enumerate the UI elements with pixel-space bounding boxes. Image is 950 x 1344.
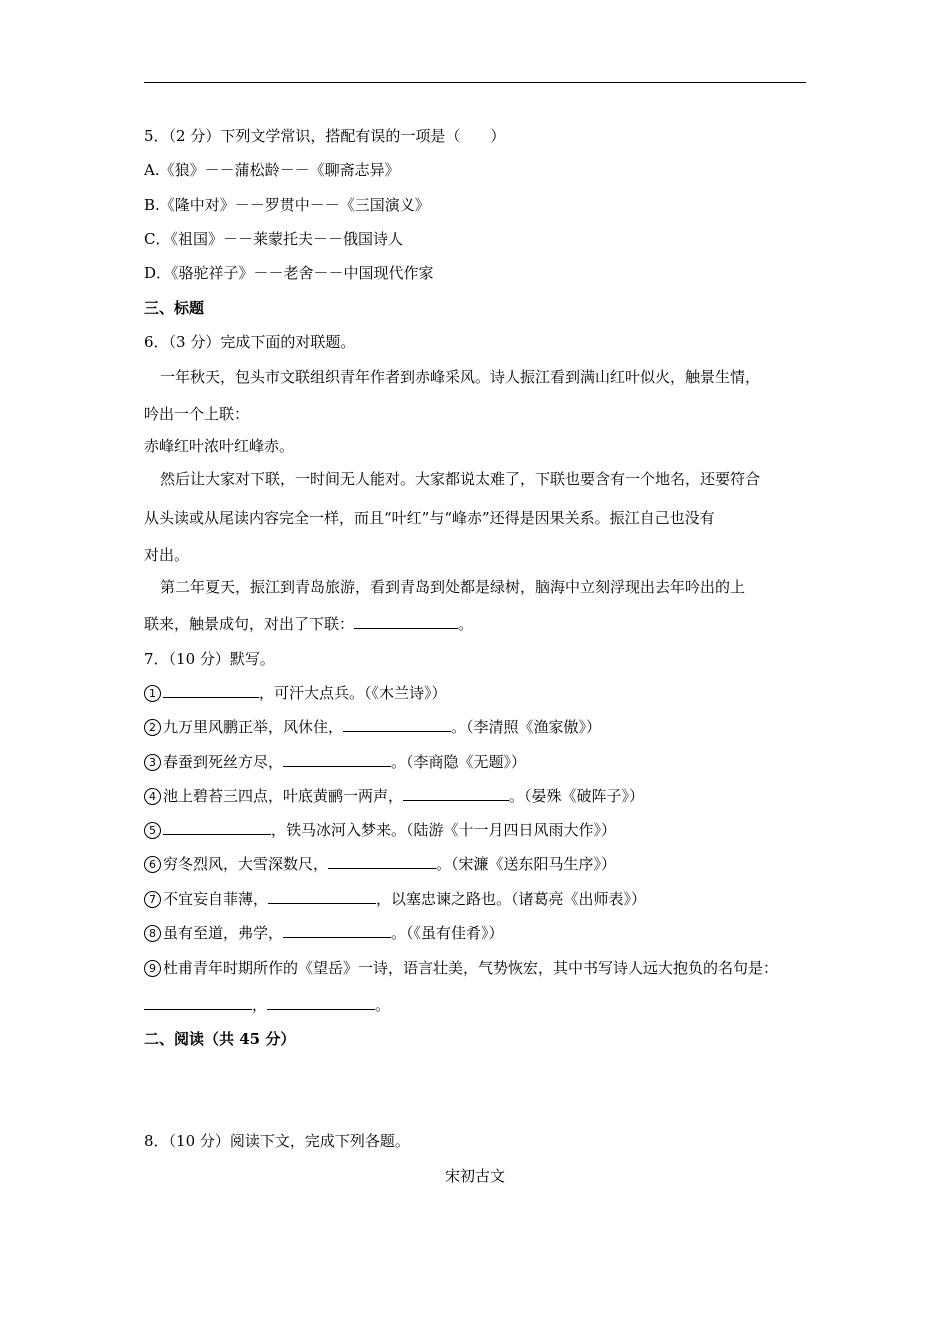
q7-blank-2[interactable] — [343, 717, 451, 732]
q5-option-a: A.《狼》－－蒲松龄－－《聊斋志异》 — [144, 161, 400, 179]
q7-item-9-answers: ， 。 — [144, 995, 390, 1015]
q5-option-c: C．《祖国》－－莱蒙托夫－－俄国诗人 — [144, 230, 403, 248]
q7-blank-1[interactable] — [163, 683, 259, 698]
q6-para2-line3: 对出。 — [144, 546, 190, 564]
q7-item-8: 8 虽有至道，弗学， 。（《虽有佳肴》） — [144, 923, 504, 943]
q7-blank-7[interactable] — [268, 889, 376, 904]
q7-blank-9a[interactable] — [144, 995, 252, 1010]
section3-title: 三、标题 — [144, 299, 205, 317]
q7-stem: 7．（10 分）默写。 — [144, 650, 275, 668]
q6-para3-line2 — [144, 614, 473, 634]
q6-para2-line2: 从头读或从尾读内容完全一样，而且“叶红”与“峰赤”还得是因果关系。振江自己也没有 — [144, 509, 715, 527]
q8-stem: 8．（10 分）阅读下文，完成下列各题。 — [144, 1132, 410, 1150]
q7-blank-9b[interactable] — [267, 995, 375, 1010]
q7-item-2: 2 九万里风鹏正举，风休住， 。（李清照《渔家傲》） — [144, 717, 601, 737]
q7-item-5: 5 ，铁马冰河入梦来。（陆游《十一月四日风雨大作》） — [144, 820, 616, 840]
section2-title: 二、阅读（共 45 分） — [144, 1030, 296, 1048]
q7-blank-6[interactable] — [328, 854, 436, 869]
item-number-5: 5 — [144, 822, 161, 839]
q7-item-1: 1 ，可汗大点兵。（《木兰诗》） — [144, 683, 447, 703]
item-number-3: 3 — [144, 754, 161, 771]
q7-blank-8[interactable] — [283, 923, 391, 938]
q7-item-3: 3 春蚕到死丝方尽， 。（李商隐《无题》） — [144, 752, 526, 772]
q7-blank-5[interactable] — [163, 820, 271, 835]
q6-answer-end: 。 — [458, 615, 474, 633]
q6-answer-prompt: 联来，触景成句，对出了下联： — [144, 615, 355, 633]
q7-item-9 — [144, 958, 778, 978]
q7-item-7: 7 不宜妄自菲薄， ，以塞忠谏之路也。（诸葛亮《出师表》） — [144, 889, 646, 909]
item-number-1: 1 — [144, 685, 161, 702]
q7-item-9-text: 杜甫青年时期所作的《望岳》一诗，语言壮美，气势恢宏，其中书写诗人远大抱负的名句是： — [163, 959, 779, 977]
item-number-8: 8 — [144, 925, 161, 942]
q7-item-6: 6 穷冬烈风，大雪深数尺， 。（宋濂《送东阳马生序》） — [144, 854, 616, 874]
q6-stem: 6．（3 分）完成下面的对联题。 — [144, 333, 356, 351]
q6-para3-line1: 第二年夏天，振江到青岛旅游，看到青岛到处都是绿树，脑海中立刻浮现出去年吟出的上 — [160, 578, 746, 596]
item-number-7: 7 — [144, 891, 161, 908]
item-number-4: 4 — [144, 788, 161, 805]
item-number-9: 9 — [144, 960, 161, 977]
q7-item-4: 4 池上碧苔三四点，叶底黄鹂一两声， 。（晏殊《破阵子》） — [144, 786, 644, 806]
item-number-6: 6 — [144, 856, 161, 873]
header-rule — [144, 82, 806, 83]
q6-para2-line1: 然后让大家对下联，一时间无人能对。大家都说太难了，下联也要含有一个地名，还要符合 — [160, 470, 761, 488]
item-number-2: 2 — [144, 719, 161, 736]
passage-title: 宋初古文 — [444, 1167, 505, 1185]
q6-para1-line1: 一年秋天，包头市文联组织青年作者到赤峰采风。诗人振江看到满山红叶似火，触景生情， — [160, 368, 761, 386]
q6-couplet-upper: 赤峰红叶浓叶红峰赤。 — [144, 437, 295, 455]
q7-blank-3[interactable] — [283, 752, 391, 767]
q5-option-b: B.《隆中对》－－罗贯中－－《三国演义》 — [144, 196, 430, 214]
q7-blank-4[interactable] — [403, 786, 509, 801]
q6-para1-line2: 吟出一个上联： — [144, 405, 250, 423]
q5-option-d: D．《骆驼祥子》－－老舍－－中国现代作家 — [144, 264, 434, 282]
q6-answer-blank[interactable] — [354, 614, 458, 629]
q5-stem: 5．（2 分）下列文学常识，搭配有误的一项是（ ） — [144, 127, 506, 145]
